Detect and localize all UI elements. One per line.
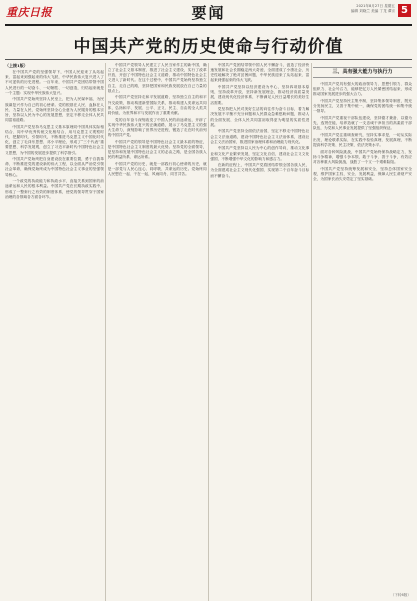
column-divider xyxy=(311,63,312,601)
paragraph: 中国共产党坚持以人民为中心的创作导向，推动文化事业和文化产业繁荣发展，坚定文化自信，建设社会主义文化强国，不断增强中华文化的影响力和感召力。 xyxy=(210,146,310,161)
section-title: 要闻 xyxy=(191,4,226,22)
paragraph: 中国共产党始终把自身建设放在重要位置，勇于自我革命，不断推进党的建设新的伟大工程，以全面从严治党引领社会革命，确保党始终成为中国特色社会主义事业的坚强领导核心。 xyxy=(5,157,104,177)
paragraph: 中国共产党坚持统筹发展和安全，坚持总体国家安全观，维护国家主权、安全、发展利益，保障人民生命财产安全，为国家长治久安奠定了坚实基础。 xyxy=(312,166,412,182)
page-number-badge: 5 xyxy=(398,4,411,17)
newspaper-logo: 重庆日报 xyxy=(6,6,52,19)
paragraph: 党的百年奋斗深刻改变了中国人民的前途命运，开辟了实现中华民族伟大复兴的正确道路，展示了马克思主义的强大生命力，深刻影响了世界历史进程，锻造了走在时代前列的中国共产党。 xyxy=(107,117,207,138)
paragraph: 中国共产党坚持马克思主义基本原理同中国具体实际相结合、同中华优秀传统文化相结合，用马克思主义观察时代、把握时代、引领时代，不断推进马克思主义中国化时代化，创立了毛泽东思想、邓小平理论，形成了“三个代表”重要思想、科学发展观，创立了习近平新时代中国特色社会主义思想，为中国的发展进步提供了科学指引。 xyxy=(5,124,104,155)
text-column-2 xyxy=(108,63,207,601)
text-column-3 xyxy=(210,63,309,601)
paragraph: 面对各种风险挑战，中国共产党始终保持战略定力，发扬斗争精神，增强斗争本领，敢于斗争、善于斗争，有效应对各种重大风险挑战，战胜了一个又一个艰难险阻。 xyxy=(312,149,412,165)
paragraph: 中国共产党坚持以经济建设为中心，坚持四项基本原则，坚持改革开放，坚持新发展理念，推动经济高质量发展，建设现代化经济体系，不断满足人民日益增长的美好生活需要。 xyxy=(210,85,310,105)
article-body xyxy=(5,63,412,601)
paragraph: 中国共产党重视干部队伍建设，坚持德才兼备、以德为先，选贤任能，培养造就了一支忠诚干净担当的高素质干部队伍，为党和人民事业发展提供了坚强组织保证。 xyxy=(312,115,412,131)
editor-line: 编辑 刘晓兰 美编 丁龙 谭宗 xyxy=(350,9,395,13)
article-headline: 中国共产党的历史使命与行动价值 xyxy=(73,37,344,57)
text-column-4 xyxy=(313,63,412,601)
masthead xyxy=(5,2,412,26)
date-line: 2021年8月27日 星期五 xyxy=(356,4,395,8)
paragraph: 中国共产党注重调查研究，坚持实事求是，一切从实际出发，理论联系实际，在实践中检验真理、发展真理，不断提高科学决策、民主决策、依法决策水平。 xyxy=(312,132,412,148)
paragraph: 中国共产党的历史，就是一部践行初心使命的历史，就是一部党与人民心连心、同呼吸、共命运的历史。党始终同人民想在一起、干在一起，风雨同舟、同甘共苦。 xyxy=(107,161,207,177)
paragraph: 中国共产党坚持民主集中制，坚持集体领导制度，既充分发扬民主，又善于集中统一，确保党的团结统一和集中统一领导。 xyxy=(312,98,412,114)
page-info xyxy=(351,4,395,14)
paragraph: 党坚持把人民对美好生活的向往作为奋斗目标，着力解决发展不平衡不充分问题和人民群众急难愁盼问题，推动人的全面发展、全体人民共同富裕取得更为明显的实质性进展。 xyxy=(210,107,310,127)
text-column-1 xyxy=(5,63,104,601)
column-divider xyxy=(105,63,106,601)
section-subhead: 三、具有强大能力与执行力 xyxy=(313,67,412,78)
headline-rule xyxy=(5,59,412,60)
continuation-note: （下转6版） xyxy=(390,593,411,597)
paragraph: 中国共产党坚持走和平发展道路，坚持独立自主的和平外交政策，推动构建新型国际关系，推动构建人类命运共同体，弘扬和平、发展、公平、正义、民主、自由的全人类共同价值，为世界和平与发展作出了重要贡献。 xyxy=(107,95,207,115)
paragraph: 中国共产党具有强大的政治领导力、思想引领力、群众组织力、社会号召力，能够把亿万人民紧密团结起来，形成推动国家发展进步的强大合力。 xyxy=(312,82,412,97)
column-divider xyxy=(208,63,209,601)
paragraph: 在新的征程上，中国共产党将团结带领全国各族人民，为全面建成社会主义现代化强国、实现第二个百年奋斗目标而不懈奋斗。 xyxy=(210,163,310,178)
paragraph: 中国共产党始终坚持人民至上，把为人民谋幸福、为民族谋复兴作为自己的初心使命。党的根基在人民、血脉在人民、力量在人民，党始终坚持全心全意为人民服务的根本宗旨，坚持以人民为中心的发展思想，坚定不移走全体人民共同富裕道路。 xyxy=(5,97,104,123)
paragraph: 中国共产党的领导是中国特色社会主义最本质的特征，是中国特色社会主义制度的最大优势。坚持党的全面领导，是坚持和发展中国特色社会主义的必由之路，是全国各族人民的利益所系、命运所系。 xyxy=(107,139,207,160)
paragraph: 在中国共产党的坚强领导下，中国人民迎来了从站起来、富起来到强起来的伟大飞跃，中华民族伟大复兴进入了不可逆转的历史进程。一百年来，中国共产党团结带领中国人民进行的一切奋斗、一切牺牲、一切创造，归结起来就是一个主题：实现中华民族伟大复兴。 xyxy=(5,70,104,95)
paragraph: 中国共产党领导人民建立了人民当家作主的新中国，确立了社会主义基本制度，推进了社会主义建设，实行了改革开放，开创了中国特色社会主义道路，推动中国特色社会主义进入了新时代。在这个过程中，中国共产党始终坚持独立自主，走自己的路，坚持把国家和民族发展放在自己力量的基点上。 xyxy=(107,63,207,93)
paragraph: 中国共产党坚持全面依法治国，坚定不移走中国特色社会主义法治道路，建设中国特色社会主义法治体系，建设社会主义法治国家，推进国家治理体系和治理能力现代化。 xyxy=(210,129,310,144)
paragraph: 中国共产党团结带领中国人民不懈奋斗，创造了经济快速发展和社会长期稳定两大奇迹，全面建成了小康社会，历史性地解决了绝对贫困问题，中华民族迎来了从站起来、富起来到强起来的伟大飞跃。 xyxy=(210,63,310,83)
article-byline: （上接1版） xyxy=(5,63,28,68)
paragraph: 一个政党的执政能力和执政水平，直接关系到国家的前途命运和人民的根本利益。中国共产党在长期执政实践中，形成了一整套行之有效的制度体系，使党的领导贯穿于国家治理的各领域各方面各环节。 xyxy=(5,179,104,199)
